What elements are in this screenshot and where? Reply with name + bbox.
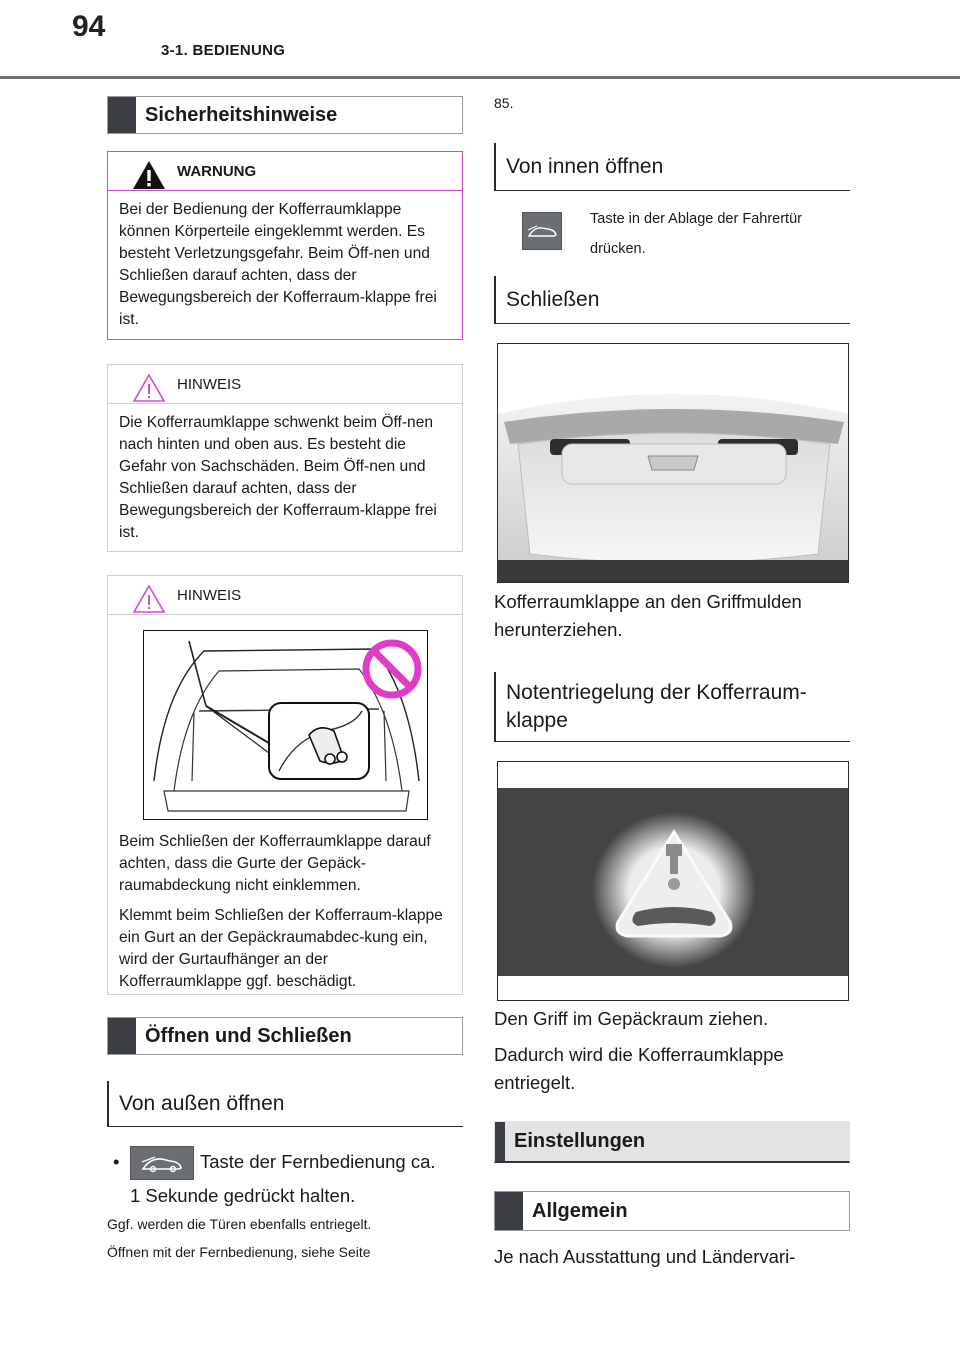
warning-body [108,191,462,331]
note-box-1 [107,364,463,552]
trunk-strap-illustration [143,630,428,820]
section-general [494,1191,850,1231]
bullet-text: Taste der Fernbedienung ca. [200,1151,436,1172]
close-text-2: herunterziehen. [494,619,623,640]
bullet-dot: • [113,1151,120,1172]
warning-label: WARNUNG [177,163,257,180]
subhead-close-title: Schließen [506,287,600,311]
section-bar [495,1192,523,1230]
note-remote-ref: Öffnen mit der Fernbedienung, siehe Seite [107,1244,371,1260]
note-2-header [108,576,462,615]
note-1-label: HINWEIS [177,376,242,393]
subhead-emergency-title-2: klappe [506,708,568,732]
subhead-emergency [494,672,850,742]
note-box-2 [107,575,463,995]
page-number: 94 [72,10,106,43]
emergency-text-2: Dadurch wird die Kofferraumklappe [494,1044,784,1065]
inside-text-block [590,204,802,264]
warning-box [107,151,463,340]
chapter-title: 3-1. BEDIENUNG [161,42,286,59]
trunk-lid-photo [497,343,849,583]
prohibition-icon [362,639,422,699]
section-bar [108,97,136,133]
page-reference: 85. [494,95,514,111]
section-settings [494,1121,850,1163]
note-2-label: HINWEIS [177,587,242,604]
car-trunk-icon [527,222,557,240]
note-1-body [108,404,462,544]
emergency-handle-image [498,762,849,1001]
emergency-handle-photo [497,761,849,1001]
close-text-1: Kofferraumklappe an den Griffmulden [494,591,802,612]
note-2-body [108,823,463,1001]
emergency-text-3: entriegelt. [494,1072,576,1093]
inside-trunk-button-icon [522,212,562,250]
inside-text-1: Taste in der Ablage der Fahrertür [590,211,802,227]
subhead-inside-title: Von innen öffnen [506,154,664,178]
section-bar [108,1018,136,1054]
caution-triangle-icon [132,373,166,403]
subhead-close [494,276,850,324]
subhead-emergency-title-1: Notentriegelung der Kofferraum- [506,680,807,704]
emergency-text-block [494,1005,854,1097]
section-safety-title: Sicherheitshinweise [145,103,338,126]
warning-text: Bei der Bedienung der Kofferraumklappe können Körperteile eingeklemmt werden. Es besteht Verletzungsgefahr. Beim Öff-nen und Schließen darauf achten, dass der Bewegungsbereich der Kofferraum-klappe frei ist. [119,201,437,328]
close-text-block [494,588,854,644]
section-bar [495,1122,505,1161]
general-text: Je nach Ausstattung und Ländervari- [494,1246,796,1267]
header-rule [0,76,960,79]
section-open-close [107,1017,463,1055]
inside-text-2: drücken. [590,241,646,257]
subhead-inside [494,143,850,191]
trunk-lid-image [498,344,849,583]
note-2-text-1: Beim Schließen der Kofferraumklappe darauf achten, dass die Gurte der Gepäck-raumabdeckung nicht einklemmen. [119,833,431,894]
note-1-header [108,365,462,404]
subhead-outside-title: Von außen öffnen [119,1091,285,1115]
car-trunk-icon [140,1152,184,1174]
emergency-text-1: Den Griff im Gepäckraum ziehen. [494,1008,769,1029]
note-doors: Ggf. werden die Türen ebenfalls entriegelt. [107,1216,372,1232]
warning-header [108,152,462,191]
remote-trunk-button-icon [130,1146,194,1180]
warning-triangle-icon [132,160,166,190]
note-1-text: Die Kofferraumklappe schwenkt beim Öff-nen nach hinten und oben aus. Es besteht die Gefahr von Sachschäden. Beim Öff-nen und Schließen darauf achten, dass der Bewegungsbereich der Kofferraum-klappe frei ist. [119,414,437,541]
section-settings-title: Einstellungen [514,1130,646,1152]
section-safety [107,96,463,134]
note-2-text-2: Klemmt beim Schließen der Kofferraum-klappe ein Gurt an der Gepäckraumabdec-kung ein, wird der Gurtaufhänger an der Kofferraumklappe ggf. beschädigt. [119,907,443,990]
section-general-title: Allgemein [532,1199,628,1222]
caution-triangle-icon [132,584,166,614]
bullet-text-2: 1 Sekunde gedrückt halten. [130,1185,356,1206]
section-open-close-title: Öffnen und Schließen [145,1024,352,1047]
subhead-outside [107,1081,463,1127]
